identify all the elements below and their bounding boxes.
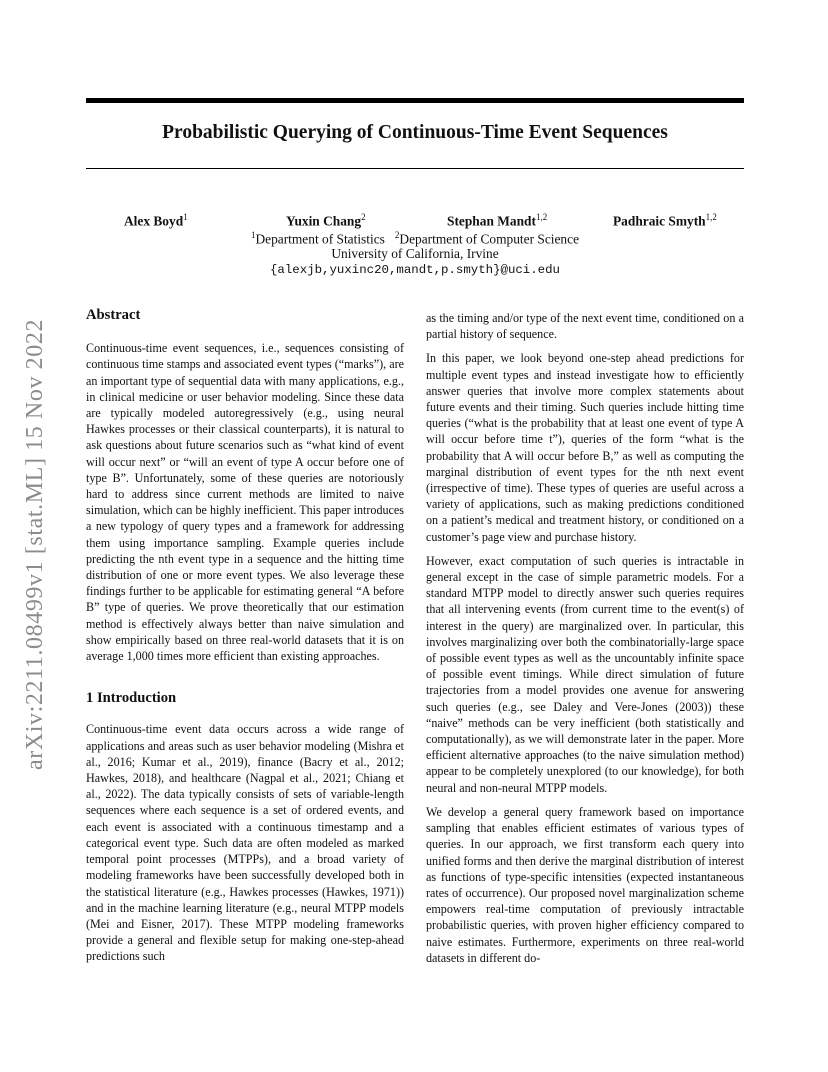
author-emails: {alexjb,yuxinc20,mandt,p.smyth}@uci.edu [270,263,560,277]
intro-heading: 1 Introduction [86,690,177,707]
author-1 [124,212,188,229]
author-name: Alex Boyd [124,213,184,229]
affiliations [86,230,744,247]
arxiv-identifier: arXiv:2211.08499v1 [stat.ML] 15 Nov 2022 [22,318,48,770]
author-name: Yuxin Chang [286,213,362,229]
affiliation-2: Department of Computer Science [399,231,580,247]
affiliation-1-sup: 1 [250,230,256,240]
title-bottom-rule [86,168,744,169]
right-column [426,310,744,974]
abstract-heading: Abstract [86,307,141,323]
title-top-rule [86,98,744,103]
left-column [86,307,404,965]
author-name: Stephan Mandt [447,213,536,229]
intro-paragraph: Continuous-time event data occurs across a wide range of applications and areas such as user behavior modeling (Mishra et al., 2016; Kumar et al., 2019), finance (Bacry et al., 2012; Hawkes, 2018), and healthcare (Nagpal et al., 2021; Chiang et al., 2022). The data typically consists of sets of variable-length sequences where each sequence is a set of ordered events, and each event is associated with a continuous timestamp and a categorical event type. Such data are often modeled as marked temporal point processes (MTPPs), and a broad variety of modeling frameworks have been successfully developed both in the statistical literature (e.g., Hawkes processes (Hawkes, 1971)) and in the machine learning literature (e.g., neural MTPP models (Mei and Eisner, 2017). These MTPP modeling frameworks provide a general and flexible setup for making one-step-ahead predictions such [86,722,404,964]
paper-title: Probabilistic Querying of Continuous-Time Event Sequences [162,122,668,143]
author-name: Padhraic Smyth [613,213,706,229]
author-sup: 1,2 [535,212,548,222]
author-sup: 1,2 [705,212,717,222]
author-sup: 2 [361,212,366,222]
affiliation-1: Department of Statistics [255,231,385,247]
abstract-text: Continuous-time event sequences, i.e., sequences consisting of continuous time stamps and associated event types (“marks”), are an important type of sequential data with many applications, e.g., in clinical medicine or user behavior modeling. Since these data are typically modeled autoregressively (e.g., using neural Hawkes processes or their classical counterparts), it is natural to ask questions about future scenarios such as “what kind of event will occur next” or “will an event of type A occur before one of type B”. Unfortunately, some of these queries are notoriously hard to address since current methods are limited to naive simulation, which can be highly inefficient. This paper introduces a new typology of query types and a framework for addressing them using importance sampling. Example queries include predicting the nth event type in a sequence and the hitting time distribution of one or more event types. We also leverage these findings further to be applicable for estimating general “A before B” type of queries. We prove theoretically that our estimation method is effectively always better than naive simulation and show empirically based on three real-world datasets that it is on average 1,000 times more efficient than existing approaches. [86,341,404,664]
author-2 [286,212,366,229]
author-3 [447,212,547,229]
right-paragraph-2: However, exact computation of such queries is intractable in general except in the case of simple parametric models. For a standard MTPP model to directly answer such queries requires that all intervening events (from current time to the event(s) of interest in the query) are marginalized over. In particular, this involves marginalizing over both the combinatorially-large space of possible event types as well as the uncountably infinite space of possible event timings. While direct simulation of future trajectories from a model provides one avenue for answering such queries (e.g., see Daley and Vere-Jones (2003)) these “naive” methods can be very inefficient (both statistically and computationally), as we will demonstrate later in the paper. More efficient alternative approaches (to the naive simulation method) appear to be completely unexplored (to our knowledge), for both neural and non-neural MTPP models. [426,553,744,795]
right-paragraph-0: as the timing and/or type of the next event time, conditioned on a partial history of sequence. [426,311,744,342]
university: University of California, Irvine [331,246,499,261]
author-sup: 1 [183,212,188,222]
author-4 [613,212,717,229]
author-list [86,212,744,232]
right-paragraph-3: We develop a general query framework based on importance sampling that enables efficient estimates of various types of queries. In our approach, we first transform each query into unified forms and then derive the marginal distribution of interest as functions of type-specific intensities (expected instantaneous rates of occurrence). Our proposed novel marginalization scheme empowers real-time computation of previously intractable probabilistic queries, with proven higher efficiency compared to naive estimates. Furthermore, experiments on three real-world datasets in different do- [426,804,744,965]
right-paragraph-1: In this paper, we look beyond one-step ahead predictions for multiple event types and instead investigate how to efficiently answer queries that involve more complex statements about future events and their timing. Such queries include hitting time queries (“what is the probability that at least one event of type A will occur before time t”), queries of the form “what is the probability that A will occur before B,” as well as computing the marginal distribution of event types for the nth next event (irrespective of time). These types of queries are useful across a variety of applications, such as making predictions conditioned on a patient’s medical and treatment history, or conditioned on a customer’s page view and purchase history. [426,351,744,544]
affiliation-2-sup: 2 [394,230,400,240]
